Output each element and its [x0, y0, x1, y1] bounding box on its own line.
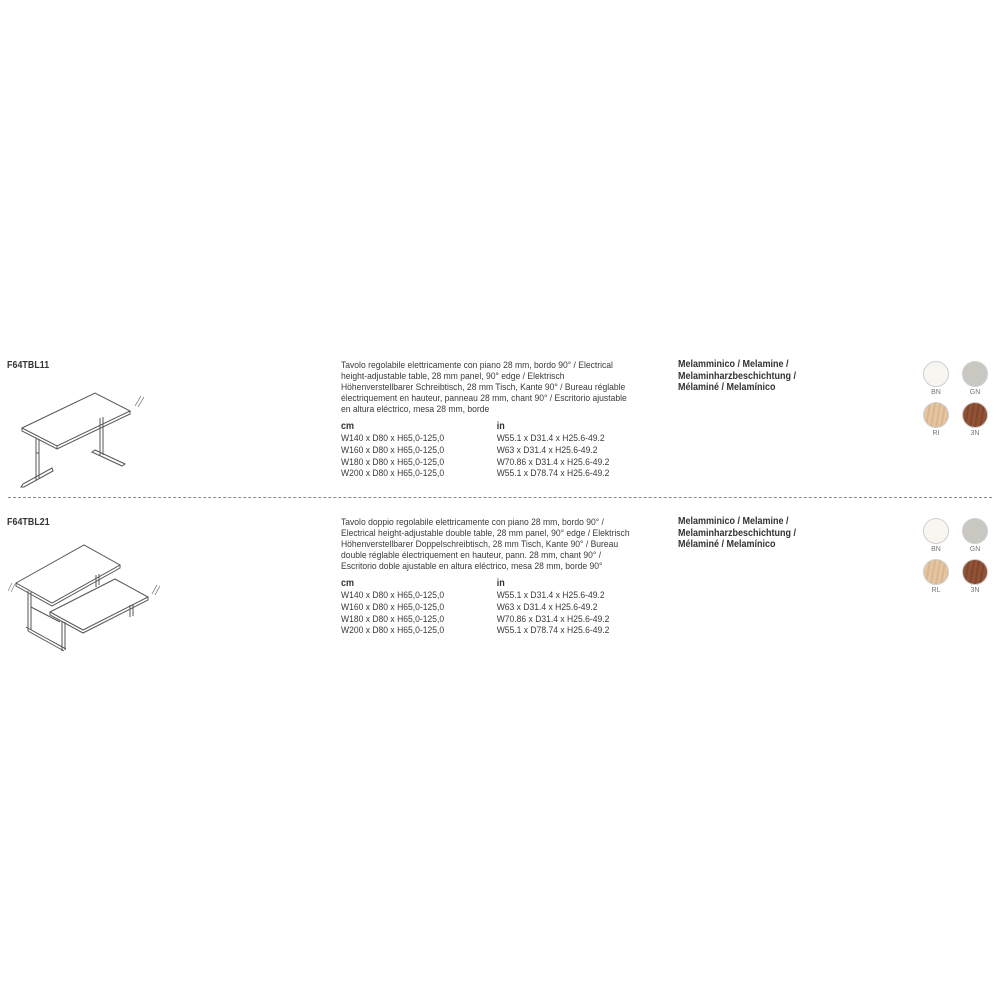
finish-line: Melamminico / Melamine / — [678, 516, 789, 527]
swatch-ri[interactable] — [921, 402, 951, 438]
swatch-bn[interactable] — [921, 518, 951, 554]
dimensions-in-column — [497, 421, 610, 480]
dimension-in: W55.1 x D78.74 x H25.6-49.2 — [496, 625, 610, 637]
swatch-color — [923, 518, 949, 544]
product-row-f64tbl11 — [0, 352, 1000, 512]
product-code: F64TBL11 — [7, 360, 50, 371]
dimension-cm: W180 x D80 x H65,0-125,0 — [341, 613, 445, 625]
dimension-cm: W140 x D80 x H65,0-125,0 — [341, 590, 445, 601]
finish-line: Mélaminé / Melamínico — [678, 539, 776, 550]
dimensions-cm-column — [341, 421, 444, 480]
swatch-label: GN — [969, 389, 981, 396]
swatch-bn[interactable] — [921, 361, 951, 397]
dimension-cm: W160 x D80 x H65,0-125,0 — [341, 601, 445, 613]
product-code: F64TBL21 — [7, 517, 50, 528]
finish-title — [678, 516, 858, 551]
product-description: Tavolo doppio regolabile elettricamente con piano 28 mm, bordo 90° / Electrical height-adjustable double table, 28 mm panel, 90° edge / Elektrisch Höhenverstellbarer Doppelschreibtisch, 28 mm Tisch, Kante 90° / Bureau double réglable électriquement en hauteur, pann. 28 mm, chant 90° / Escritorio doble ajustable en altura eléctrico, mesa 28 mm, borde 90° — [341, 517, 630, 572]
swatch-3n[interactable] — [960, 559, 990, 595]
dimension-cm: W160 x D80 x H65,0-125,0 — [341, 444, 445, 456]
dimensions-in-column — [497, 578, 610, 637]
swatch-rl[interactable] — [921, 559, 951, 595]
swatch-color — [923, 402, 949, 428]
cm-header: cm — [341, 578, 355, 589]
finish-line: Melamminico / Melamine / — [678, 359, 789, 370]
swatch-label: GN — [969, 546, 981, 553]
dimension-cm: W200 x D80 x H65,0-125,0 — [341, 625, 445, 637]
dimension-in: W63 x D31.4 x H25.6-49.2 — [496, 444, 598, 456]
swatch-gn[interactable] — [960, 518, 990, 554]
swatch-label: RL — [931, 587, 941, 594]
swatch-label: BN — [931, 389, 941, 396]
finish-line: Mélaminé / Melamínico — [678, 382, 776, 393]
swatch-color — [923, 559, 949, 585]
dimension-in: W55.1 x D31.4 x H25.6-49.2 — [496, 433, 605, 444]
swatch-label: BN — [931, 546, 941, 553]
dimension-cm: W140 x D80 x H65,0-125,0 — [341, 433, 445, 444]
swatch-color — [962, 559, 988, 585]
product-description: Tavolo regolabile elettricamente con piano 28 mm, bordo 90° / Electrical height-adjustable table, 28 mm panel, 90° edge / Elektrisch Höhenverstellbarer Schreibtisch, 28 mm Tisch, Kante 90° / Bureau réglable électriquement en hauteur, panneau 28 mm, chant 90° / Escritorio ajustable en altura eléctrico, mesa 28 mm, borde — [341, 360, 627, 415]
finish-line: Melaminharzbeschichtung / — [678, 527, 797, 539]
swatch-color — [962, 361, 988, 387]
in-header: in — [496, 578, 505, 589]
swatch-color — [962, 402, 988, 428]
dimension-cm: W200 x D80 x H65,0-125,0 — [341, 468, 445, 480]
dimension-in: W70.86 x D31.4 x H25.6-49.2 — [496, 613, 610, 625]
row-divider — [8, 497, 992, 498]
finish-line: Melaminharzbeschichtung / — [678, 370, 797, 382]
swatch-label: 3N — [970, 587, 980, 594]
swatch-label: 3N — [970, 430, 980, 437]
cm-header: cm — [341, 421, 355, 432]
dimension-in: W55.1 x D31.4 x H25.6-49.2 — [496, 590, 605, 601]
swatch-color — [923, 361, 949, 387]
swatch-3n[interactable] — [960, 402, 990, 438]
swatch-gn[interactable] — [960, 361, 990, 397]
finish-title — [678, 359, 858, 394]
dimension-in: W55.1 x D78.74 x H25.6-49.2 — [496, 468, 610, 480]
in-header: in — [496, 421, 505, 432]
single-table-illustration — [0, 370, 170, 495]
swatch-label: RI — [932, 430, 940, 437]
double-table-illustration — [0, 527, 170, 657]
swatch-color — [962, 518, 988, 544]
dimensions-cm-column — [341, 578, 444, 637]
product-row-f64tbl21 — [0, 509, 1000, 669]
dimension-cm: W180 x D80 x H65,0-125,0 — [341, 456, 445, 468]
dimension-in: W63 x D31.4 x H25.6-49.2 — [496, 601, 598, 613]
dimension-in: W70.86 x D31.4 x H25.6-49.2 — [496, 456, 610, 468]
